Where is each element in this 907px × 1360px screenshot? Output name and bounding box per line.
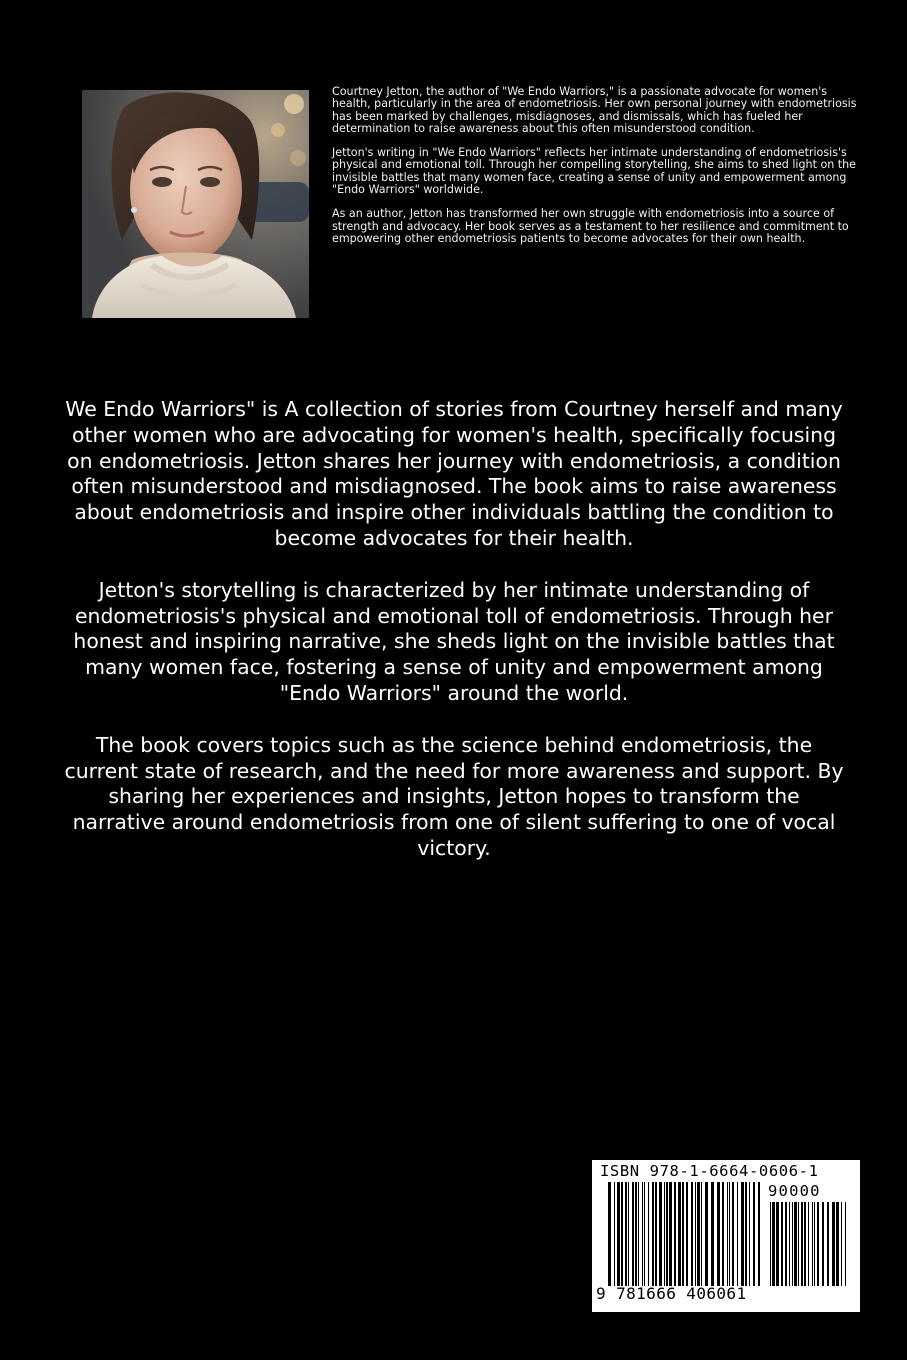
barcode-bar bbox=[817, 1202, 819, 1286]
barcode-bar bbox=[701, 1182, 702, 1286]
barcode-bar bbox=[705, 1182, 708, 1286]
barcode-bar bbox=[691, 1182, 693, 1286]
author-bio-paragraph: Jetton's writing in "We Endo Warriors" reflects her intimate understanding of endometriosis's physical and emotional toll. Through her compelling storytelling, she aims to shed light on the invisible battles that many women face, creating a sense of unity and empowerment among "Endo Warriors" worldwide. bbox=[332, 146, 857, 197]
barcode-bar bbox=[814, 1202, 815, 1286]
barcode-bar bbox=[678, 1182, 681, 1286]
barcode-bar bbox=[628, 1182, 629, 1286]
barcode-bar bbox=[781, 1202, 783, 1286]
barcode-bar bbox=[722, 1182, 724, 1286]
barcode-bar bbox=[664, 1182, 665, 1286]
description-paragraph: We Endo Warriors" is A collection of stories from Courtney herself and many other women who are advocating for women's health, specifically focusing on endometriosis. Jetton shares her journey with endometriosis, a condition often misunderstood and misdiagnosed. The book aims to raise awareness about endometriosis and inspire other individuals battling the condition to become advocates for their health. bbox=[65, 397, 843, 550]
barcode-bar bbox=[808, 1202, 809, 1286]
barcode-bar bbox=[845, 1202, 846, 1286]
isbn-barcode-box bbox=[592, 1160, 860, 1312]
barcode-bar bbox=[753, 1182, 755, 1286]
book-description bbox=[60, 397, 848, 888]
barcode-bar bbox=[655, 1182, 657, 1286]
barcode-bar bbox=[644, 1182, 645, 1286]
barcode-bar bbox=[669, 1182, 672, 1286]
barcode-bar bbox=[822, 1202, 824, 1286]
description-paragraph: The book covers topics such as the science behind endometriosis, the current state of research, and the need for more awareness and support. By sharing her experiences and insights, Jetton hopes to transform the narrative around endometriosis from one of silent suffering to one of vocal victory. bbox=[64, 732, 844, 860]
barcode-bar bbox=[686, 1182, 688, 1286]
barcode-bar bbox=[792, 1202, 793, 1286]
barcode-bar bbox=[674, 1182, 676, 1286]
barcode-bar bbox=[758, 1182, 760, 1286]
barcode-bar bbox=[729, 1182, 730, 1286]
barcode-bar bbox=[812, 1202, 813, 1286]
author-photo bbox=[82, 90, 309, 318]
barcode-bar bbox=[772, 1202, 775, 1286]
barcode-bar bbox=[659, 1182, 662, 1286]
ean-digits: 9 781666 406061 bbox=[596, 1284, 747, 1303]
barcode-bar bbox=[695, 1182, 696, 1286]
barcode-bar bbox=[666, 1182, 668, 1286]
barcode-bar bbox=[697, 1182, 700, 1286]
author-bio-paragraph: Courtney Jetton, the author of "We Endo Warriors," is a passionate advocate for women's health, particularly in the area of endometriosis. Her own personal journey with endometriosis has been marked by challenges, misdiagnoses, and dismissals, which has fueled her determination to raise awareness about this often misunderstood condition. bbox=[332, 85, 857, 135]
barcode-bar bbox=[617, 1182, 620, 1286]
barcode-bar bbox=[648, 1182, 649, 1286]
barcode-bar bbox=[741, 1182, 744, 1286]
barcode-bar bbox=[652, 1182, 654, 1286]
barcode-bar bbox=[827, 1202, 829, 1286]
barcode-bar bbox=[727, 1182, 728, 1286]
barcode-bar bbox=[832, 1202, 835, 1286]
barcode-bar bbox=[841, 1202, 842, 1286]
barcode-bar bbox=[732, 1182, 734, 1286]
barcode-bar bbox=[785, 1202, 787, 1286]
barcode-bar bbox=[770, 1202, 771, 1286]
barcode-icon bbox=[608, 1182, 762, 1286]
author-bio-paragraph: As an author, Jetton has transformed her own struggle with endometriosis into a source of strength and advocacy. Her book serves as a testament to her resilience and commitment to empowering other endometriosis patients to become advocates for their own health. bbox=[332, 207, 849, 245]
barcode-bar bbox=[737, 1182, 738, 1286]
barcode-bar bbox=[614, 1182, 615, 1286]
barcode-bar bbox=[789, 1202, 790, 1286]
barcode-bar bbox=[801, 1202, 803, 1286]
barcode-bar bbox=[836, 1202, 839, 1286]
barcode-bar bbox=[749, 1182, 750, 1286]
isbn-label: ISBN 978-1-6664-0606-1 bbox=[600, 1162, 819, 1180]
barcode-bar bbox=[625, 1182, 627, 1286]
barcode-bar bbox=[632, 1182, 634, 1286]
addon-barcode-icon bbox=[770, 1202, 846, 1286]
barcode-bar bbox=[804, 1202, 806, 1286]
barcode-bar bbox=[745, 1182, 747, 1286]
barcode-bar bbox=[776, 1202, 779, 1286]
barcode-bar bbox=[638, 1182, 639, 1286]
barcode-bar bbox=[621, 1182, 623, 1286]
barcode-bar bbox=[642, 1182, 643, 1286]
barcode-bar bbox=[682, 1182, 684, 1286]
barcode-bar bbox=[608, 1182, 611, 1286]
author-bio bbox=[332, 86, 860, 257]
price-addon-code: 90000 bbox=[768, 1182, 821, 1200]
barcode-bar bbox=[635, 1182, 637, 1286]
barcode-bar bbox=[798, 1202, 799, 1286]
barcode-bar bbox=[794, 1202, 797, 1286]
description-paragraph: Jetton's storytelling is characterized by her intimate understanding of endometriosis's physical and emotional toll of endometriosis. Through her honest and inspiring narrative, she sheds light on the invisible battles that many women face, fostering a sense of unity and empowerment among "Endo Warriors" around the world. bbox=[73, 577, 835, 705]
author-portrait-icon bbox=[82, 90, 309, 318]
barcode-bar bbox=[711, 1182, 714, 1286]
barcode-bar bbox=[717, 1182, 720, 1286]
